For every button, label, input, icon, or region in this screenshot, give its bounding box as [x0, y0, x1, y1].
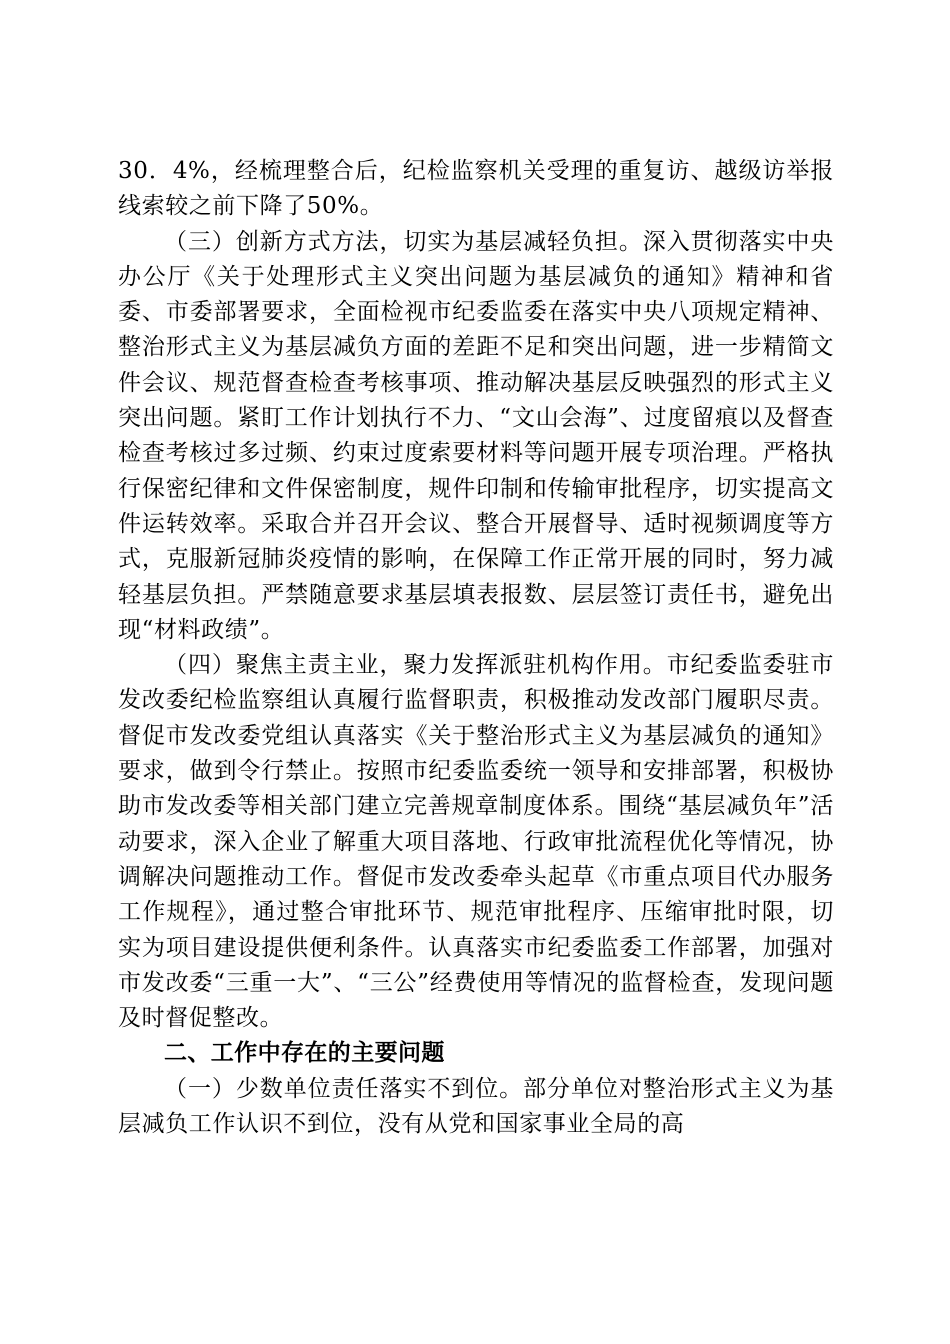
- paragraph-section-three: （三）创新方式方法，切实为基层减轻负担。深入贯彻落实中央办公厅《关于处理形式主义突出问题为基层减负的通知》精神和省委、市委部署要求，全面检视市纪委监委在落实中央八项规定精神、整治形式主义为基层减负方面的差距不足和突出问题，进一步精简文件会议、规范督查检查考核事项、推动解决基层反映强烈的形式主义突出问题。紧盯工作计划执行不力、“文山会海”、过度留痕以及督查检查考核过多过频、约束过度索要材料等问题开展专项治理。严格执行保密纪律和文件保密制度，规件印制和传输审批程序，切实提高文件运转效率。采取合并召开会议、整合开展督导、适时视频调度等方式，克服新冠肺炎疫情的影响，在保障工作正常开展的同时，努力减轻基层负担。严禁随意要求基层填表报数、层层签订责任书，避免出现“材料政绩”。: [118, 228, 834, 643]
- section-heading-main-problems: 二、工作中存在的主要问题: [164, 1040, 445, 1067]
- document-page: [118, 154, 834, 1142]
- paragraph-problem-one: （一）少数单位责任落实不到位。部分单位对整治形式主义为基层减负工作认识不到位，没有从党和国家事业全局的高: [118, 1075, 834, 1138]
- paragraph-section-four: （四）聚焦主责主业，聚力发挥派驻机构作用。市纪委监委驻市发改委纪检监察组认真履行监督职责，积极推动发改部门履职尽责。督促市发改委党组认真落实《关于整治形式主义为基层减负的通知》要求，做到令行禁止。按照市纪委监委统一领导和安排部署，积极协助市发改委等相关部门建立完善规章制度体系。围绕“基层减负年”活动要求，深入企业了解重大项目落地、行政审批流程优化等情况，协调解决问题推动工作。督促市发改委牵头起草《市重点项目代办服务工作规程》，通过整合审批环节、规范审批程序、压缩审批时限，切实为项目建设提供便利条件。认真落实市纪委监委工作部署，加强对市发改委“三重一大”、“三公”经费使用等情况的监督检查，发现问题及时督促整改。: [118, 652, 834, 1032]
- paragraph-statistics-continuation: 30．4%，经梳理整合后，纪检监察机关受理的重复访、越级访举报线索较之前下降了50%。: [118, 158, 834, 220]
